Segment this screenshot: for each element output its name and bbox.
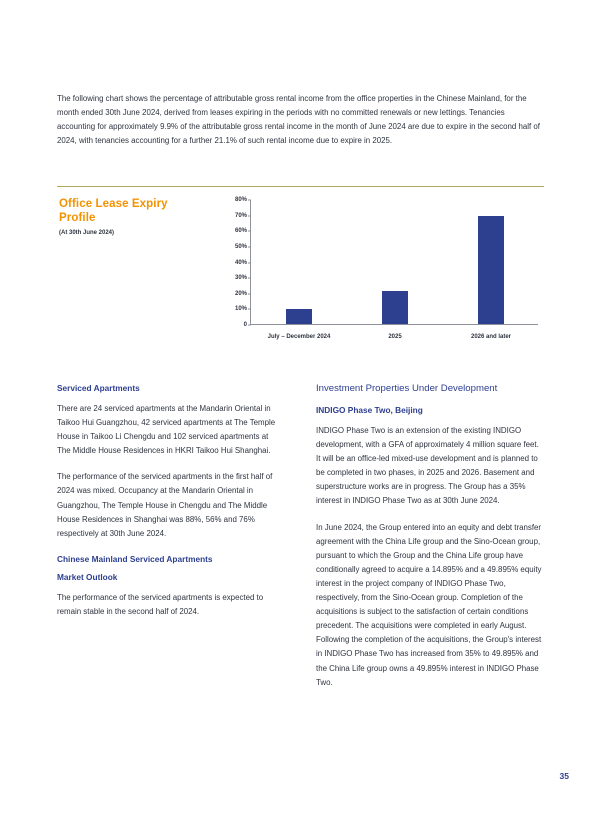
office-lease-expiry-chart-block <box>57 186 544 362</box>
y-axis-tick-mark <box>248 200 251 201</box>
y-axis-tick-label: 10% <box>234 306 247 313</box>
y-axis-tick-mark <box>248 215 251 216</box>
chart-bar <box>382 291 408 324</box>
paragraph-serviced-apartments-1: There are 24 serviced apartments at the Mandarin Oriental in Taikoo Hui Guangzhou, 42 serviced apartments at The Temple House in Taikoo Li Chengdu and 102 serviced apartments at The Middle House Residences in HKRI Taikoo Hui Shanghai. <box>57 404 276 456</box>
heading-market-outlook-line1: Chinese Mainland Serviced Apartments <box>57 553 213 564</box>
chart-divider-rule <box>57 186 544 187</box>
y-axis-tick-mark <box>248 325 251 326</box>
y-axis-tick-mark <box>248 231 251 232</box>
chart-plot-wrapper <box>200 196 544 356</box>
y-axis-tick-mark <box>248 246 251 247</box>
y-axis-tick-label: 60% <box>234 228 247 235</box>
chart-bar <box>478 216 504 324</box>
paragraph-market-outlook: The performance of the serviced apartments is expected to remain stable in the second half of 2024. <box>57 592 264 616</box>
y-axis-tick-label: 50% <box>234 243 247 250</box>
y-axis-tick-mark <box>248 309 251 310</box>
chart-bar <box>286 309 312 324</box>
page-number: 35 <box>559 771 569 781</box>
right-text-column <box>316 382 544 690</box>
chart-subtitle: (At 30th June 2024) <box>59 230 115 236</box>
heading-serviced-apartments: Serviced Apartments <box>57 383 140 393</box>
paragraph-indigo-2: In June 2024, the Group entered into an equity and debt transfer agreement with the China Life group and the Sino-Ocean group, pursuant to which the Group and the China Life group have conditionally agreed to acquire a 14.895% and a 49.895% equity interest in the project company of INDIGO Phase Two, respectively, from the Sino-Ocean group. Completion of the acquisitions is subject to the satisfaction of certain conditions precedent. The acquisitions were completed in early August. Following the completion of the acquisitions, the Group's interest in INDIGO Phase Two has increased from 35% to 49.895% and the China Life group owns a 49.895% interest in INDIGO Phase Two. <box>316 522 542 687</box>
y-axis-tick-label: 0 <box>243 322 247 328</box>
intro-paragraph: The following chart shows the percentage of attributable gross rental income from the office properties in the Chinese Mainland, for the month ended 30th June 2024, derived from leases expiring in the periods with no committed renewals or new lettings. Tenancies accounting for approximately 9.9% of the attributable gross rental income in the month of June 2024 are due to expire in the second half of 2024, with tenancies accounting for a further 21.1% of such rental income due to expire in 2025. <box>57 94 540 146</box>
paragraph-serviced-apartments-2: The performance of the serviced apartments in the first half of 2024 was mixed. Occupancy at the Mandarin Oriental in Guangzhou, The Temple House in Chengdu and The Middle House Residences in Shanghai was 88%, 56% and 76% respectively at 30th June 2024. <box>57 472 273 538</box>
y-axis-tick-label: 20% <box>234 290 247 297</box>
x-axis-tick-label: 2026 and later <box>470 334 512 340</box>
left-text-column <box>57 382 276 619</box>
x-axis-tick-label: July – December 2024 <box>267 334 331 340</box>
chart-title: Office Lease Expiry Profile <box>59 198 168 224</box>
y-axis-tick-label: 70% <box>234 212 247 219</box>
heading-indigo-phase-two: INDIGO Phase Two, Beijing <box>316 405 423 415</box>
y-axis-tick-mark <box>248 293 251 294</box>
y-axis-tick-label: 80% <box>234 197 247 203</box>
paragraph-indigo-1: INDIGO Phase Two is an extension of the existing INDIGO development, with a GFA of approximately 4 million square feet. It will be an office-led mixed-use development and is planned to be completed in two phases, in 2025 and 2026. Basement and superstructure works are in progress. The Group has a 35% interest in INDIGO Phase Two as at 30th June 2024. <box>316 426 539 506</box>
chart-plot-area <box>234 197 538 340</box>
heading-investment-properties: Investment Properties Under Development <box>316 383 498 394</box>
y-axis-tick-label: 40% <box>234 259 247 266</box>
y-axis-tick-mark <box>248 262 251 263</box>
y-axis-tick-label: 30% <box>234 275 247 282</box>
x-axis-tick-label: 2025 <box>388 334 402 340</box>
heading-market-outlook-line2: Market Outlook <box>57 571 118 582</box>
y-axis-tick-mark <box>248 278 251 279</box>
